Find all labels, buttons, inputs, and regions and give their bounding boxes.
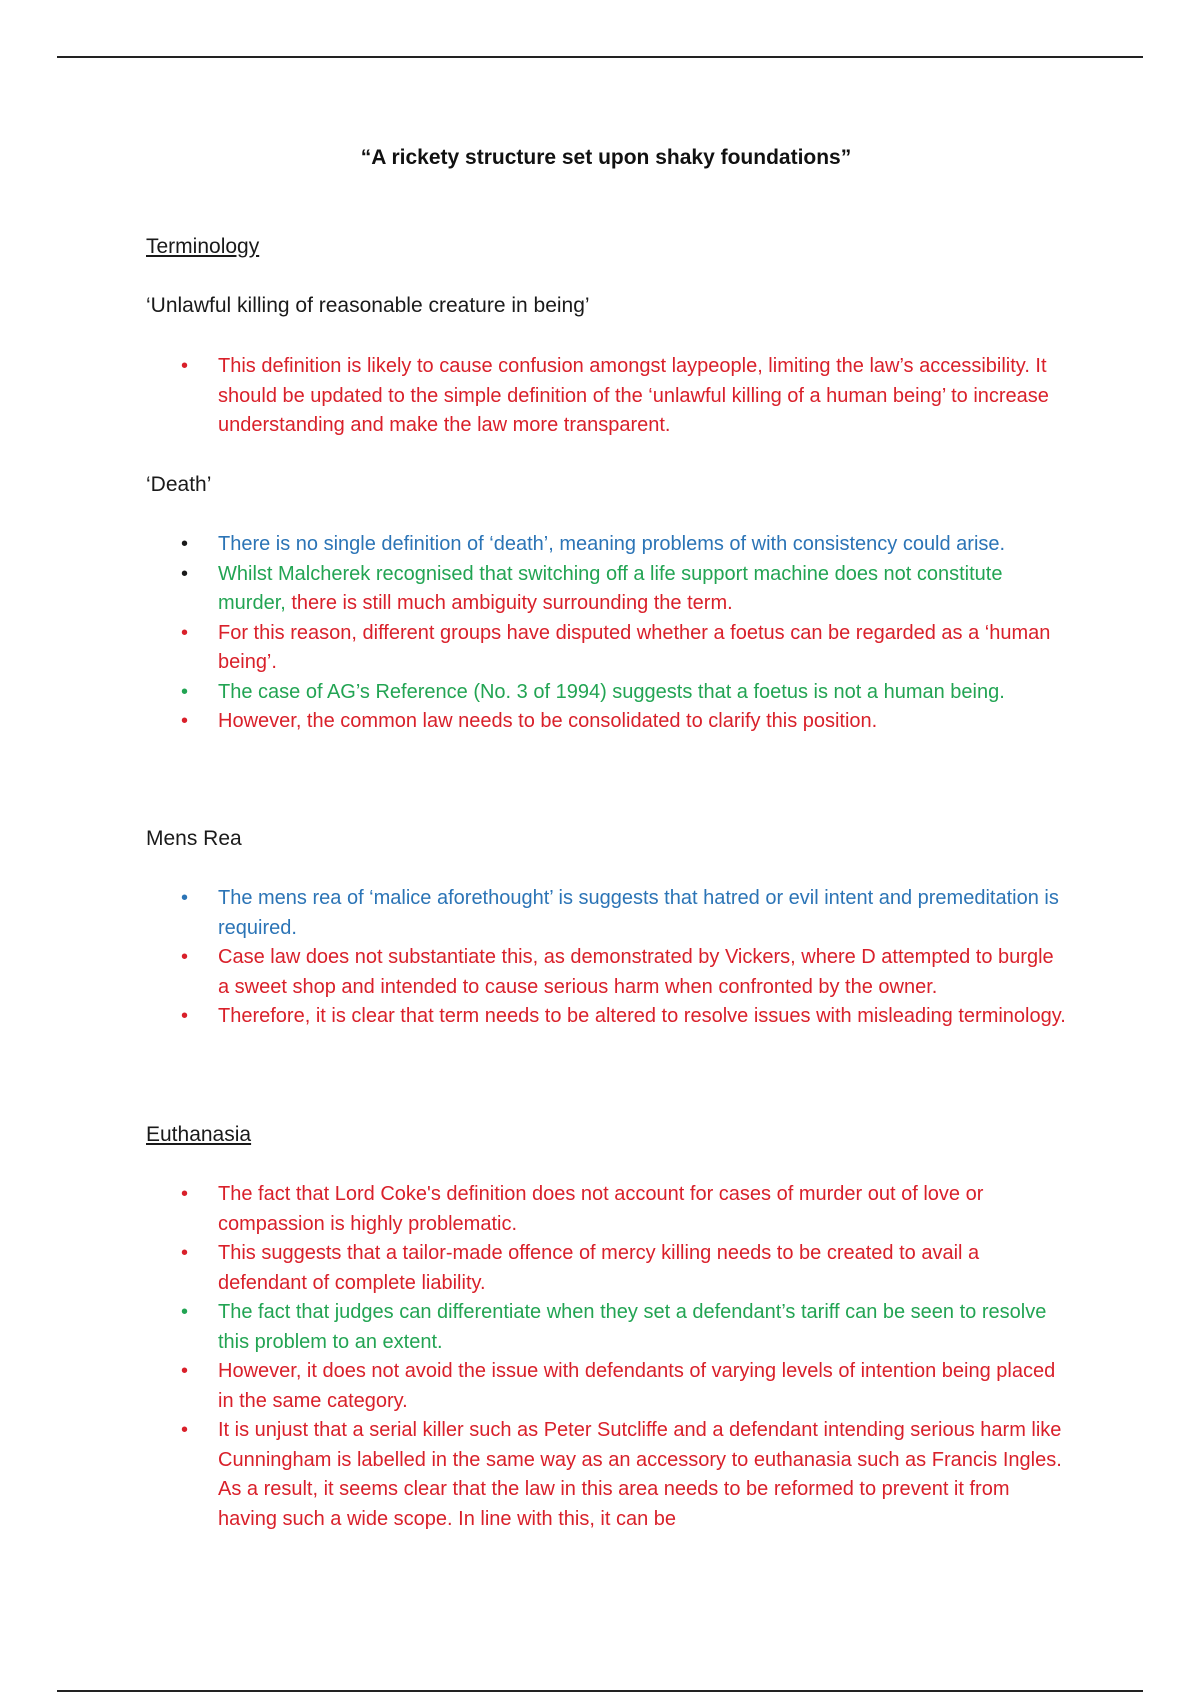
top-rule bbox=[57, 56, 1143, 58]
list-item bbox=[146, 707, 1066, 737]
bullet-text: It is unjust that a serial killer such as Peter Sutcliffe and a defendant intending serious harm like Cunningham is labelled in the same way as an accessory to euthanasia such as Francis Ingles. As a result, it seems clear that the law in this area needs to be reformed to prevent it from having such a wide scope. In line with this, it can be bbox=[218, 1419, 1062, 1530]
bullet-list bbox=[146, 530, 1066, 737]
bullet-icon: • bbox=[181, 887, 189, 909]
bullet-icon: • bbox=[181, 533, 189, 555]
subheading-unlawful-killing: ‘Unlawful killing of reasonable creature in being’ bbox=[146, 294, 590, 317]
euthanasia-bullets bbox=[146, 1180, 1066, 1534]
list-item bbox=[146, 1002, 1066, 1032]
bullet-text: Case law does not substantiate this, as demonstrated by Vickers, where D attempted to burgle a sweet shop and intended to cause serious harm when confronted by the owner. bbox=[218, 946, 1054, 998]
bullet-text: The case of AG’s Reference (No. 3 of 1994) suggests that a foetus is not a human being. bbox=[218, 680, 1005, 703]
bullet-icon: • bbox=[181, 562, 189, 585]
section-heading-mens-rea: Mens Rea bbox=[146, 827, 242, 850]
bullet-icon: • bbox=[181, 680, 189, 703]
bullet-text: However, it does not avoid the issue with defendants of varying levels of intention being placed in the same category. bbox=[218, 1360, 1056, 1412]
bullet-icon: • bbox=[181, 1242, 189, 1264]
bullet-icon: • bbox=[181, 1360, 189, 1382]
bullet-text: The fact that Lord Coke's definition does not account for cases of murder out of love or compassion is highly problematic. bbox=[218, 1183, 984, 1235]
section-heading-terminology: Terminology bbox=[146, 235, 260, 258]
bullet-text: There is no single definition of ‘death’, meaning problems of with consistency could arise. bbox=[218, 533, 1006, 555]
bullet-icon: • bbox=[181, 355, 189, 377]
list-item bbox=[146, 619, 1066, 678]
list-item bbox=[146, 530, 1066, 560]
list-item bbox=[146, 560, 1066, 619]
bullet-icon: • bbox=[181, 946, 189, 968]
list-item bbox=[146, 884, 1066, 943]
bullet-list bbox=[146, 1180, 1066, 1534]
bullet-text: For this reason, different groups have disputed whether a foetus can be regarded as a ‘human being’. bbox=[218, 621, 1051, 673]
bullet-text: The mens rea of ‘malice aforethought’ is suggests that hatred or evil intent and premeditation is required. bbox=[218, 887, 1059, 939]
bullet-text: The fact that judges can differentiate when they set a defendant’s tariff can be seen to resolve this problem to an extent. bbox=[218, 1301, 1047, 1353]
list-item bbox=[146, 1298, 1066, 1357]
section-heading-death: ‘Death’ bbox=[146, 473, 212, 496]
list-item bbox=[146, 352, 1066, 441]
section-death bbox=[146, 470, 1066, 500]
bullet-text: This suggests that a tailor-made offence of mercy killing needs to be created to avail a defendant of complete liability. bbox=[218, 1242, 980, 1294]
bullet-text: This definition is likely to cause confusion amongst laypeople, limiting the law’s accessibility. It should be updated to the simple definition of the ‘unlawful killing of a human being’ to increase understanding and make the law more transparent. bbox=[218, 355, 1049, 436]
bullet-icon: • bbox=[181, 1419, 189, 1441]
list-item bbox=[146, 1416, 1066, 1534]
bullet-text: Therefore, it is clear that term needs to be altered to resolve issues with misleading terminology. bbox=[218, 1005, 1066, 1027]
mens-rea-bullets bbox=[146, 884, 1066, 1032]
section-euthanasia bbox=[146, 1120, 1066, 1150]
bullet-icon: • bbox=[181, 621, 189, 644]
bullet-text-part-1: Whilst Malcherek recognised that switching off a life support machine does not constitute murder, bbox=[218, 562, 1003, 614]
bullet-icon: • bbox=[181, 1301, 189, 1323]
terminology-bullets bbox=[146, 352, 1066, 441]
document-title: “A rickety structure set upon shaky foundations” bbox=[360, 146, 852, 169]
death-bullets bbox=[146, 530, 1066, 737]
list-item bbox=[146, 943, 1066, 1002]
bottom-rule bbox=[57, 1690, 1143, 1692]
bullet-list bbox=[146, 884, 1066, 1032]
bullet-text: However, the common law needs to be consolidated to clarify this position. bbox=[218, 710, 878, 732]
bullet-icon: • bbox=[181, 1005, 189, 1027]
list-item bbox=[146, 1180, 1066, 1239]
bullet-icon: • bbox=[181, 710, 189, 732]
list-item bbox=[146, 1239, 1066, 1298]
list-item bbox=[146, 1357, 1066, 1416]
section-mens-rea bbox=[146, 824, 1066, 854]
subheading-unlawful-killing-block bbox=[146, 291, 1066, 321]
bullet-icon: • bbox=[181, 1183, 189, 1205]
section-terminology bbox=[146, 232, 1066, 262]
section-heading-euthanasia: Euthanasia bbox=[146, 1123, 252, 1146]
bullet-list bbox=[146, 352, 1066, 441]
bullet-text-part-2: there is still much ambiguity surrounding the term. bbox=[285, 592, 733, 614]
list-item bbox=[146, 678, 1066, 708]
